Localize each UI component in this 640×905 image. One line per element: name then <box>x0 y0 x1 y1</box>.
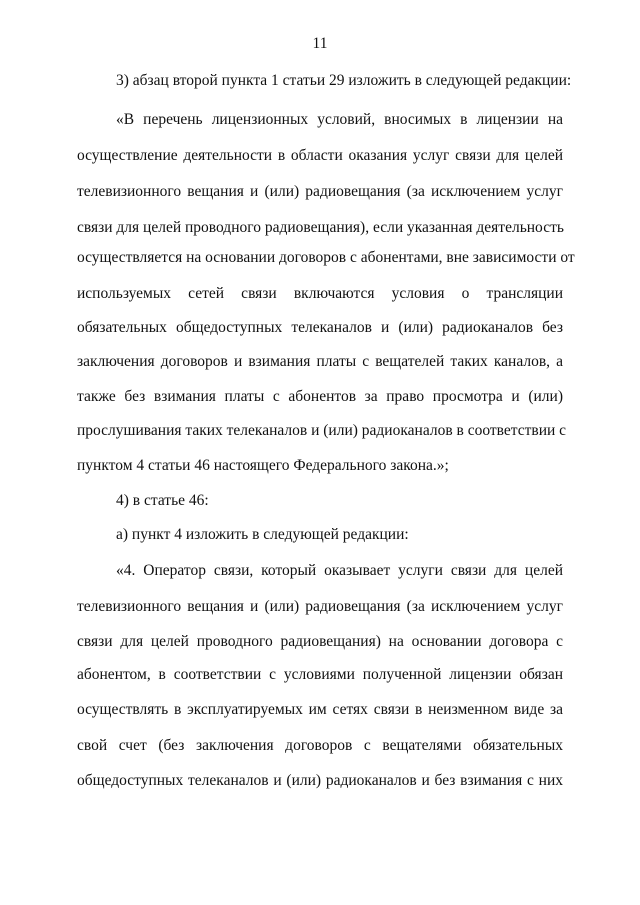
text-line: абонентом, в соответствии с условиями полученной лицензии обязан <box>77 666 563 683</box>
text-line: общедоступных телеканалов и (или) радиоканалов и без взимания с них <box>77 772 563 789</box>
text-line: обязательных общедоступных телеканалов и (или) радиоканалов без <box>77 319 563 336</box>
text-line: также без взимания платы с абонентов за право просмотра и (или) <box>77 388 563 405</box>
text-line: связи для целей проводного радиовещания), если указанная деятельность <box>77 219 564 236</box>
text-line: связи для целей проводного радиовещания) на основании договора с <box>77 633 563 650</box>
text-line: свой счет (без заключения договоров с вещателями обязательных <box>77 737 563 754</box>
text-line: телевизионного вещания и (или) радиовещания (за исключением услуг <box>77 183 563 200</box>
text-line: пунктом 4 статьи 46 настоящего Федерального закона.»; <box>77 457 449 474</box>
text-line: осуществлять в эксплуатируемых им сетях связи в неизменном виде за <box>77 701 563 718</box>
text-line: телевизионного вещания и (или) радиовещания (за исключением услуг <box>77 598 563 615</box>
text-line: 3) абзац второй пункта 1 статьи 29 изложить в следующей редакции: <box>116 72 572 89</box>
text-line: используемых сетей связи включаются условия о трансляции <box>77 285 563 302</box>
page-number: 11 <box>312 35 328 52</box>
text-line: прослушивания таких телеканалов и (или) радиоканалов в соответствии с <box>77 422 567 439</box>
text-line: осуществление деятельности в области оказания услуг связи для целей <box>77 147 563 164</box>
text-line: а) пункт 4 изложить в следующей редакции: <box>116 526 409 543</box>
text-line: «В перечень лицензионных условий, вносимых в лицензии на <box>116 111 563 128</box>
text-line: 4) в статье 46: <box>116 492 209 509</box>
text-line: «4. Оператор связи, который оказывает услуги связи для целей <box>116 562 563 579</box>
text-line: осуществляется на основании договоров с абонентами, вне зависимости от <box>77 249 575 266</box>
text-line: заключения договоров и взимания платы с вещателей таких каналов, а <box>77 353 563 370</box>
